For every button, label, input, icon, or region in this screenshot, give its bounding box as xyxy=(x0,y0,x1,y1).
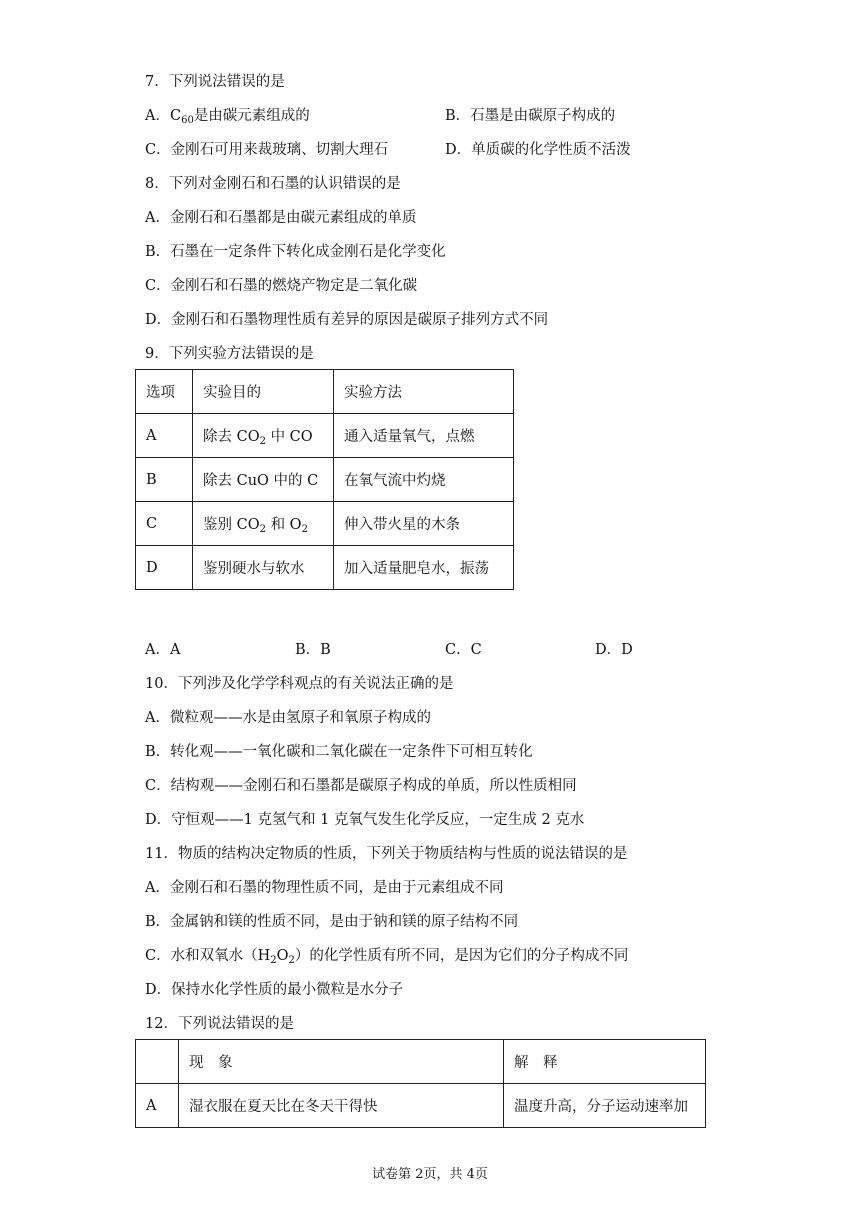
table-cell-method: 伸入带火星的木条 xyxy=(334,502,514,546)
q9-option-d: D．D xyxy=(595,642,633,658)
q11-option-a: A．金刚石和石墨的物理性质不同，是由于元素组成不同 xyxy=(145,880,504,896)
table-header-cell xyxy=(136,1040,179,1084)
q11-option-d: D．保持水化学性质的最小微粒是水分子 xyxy=(145,982,404,998)
q11-stem: 11．物质的结构决定物质的性质，下列关于物质结构与性质的说法错误的是 xyxy=(145,846,628,862)
table-row xyxy=(136,1084,706,1128)
table-cell-option: B xyxy=(136,458,193,502)
q9-option-b: B．B xyxy=(295,642,331,658)
q10-option-a: A．微粒观——水是由氢原子和氧原子构成的 xyxy=(145,710,431,726)
q9-option-a: A．A xyxy=(145,642,181,658)
q9-stem: 9．下列实验方法错误的是 xyxy=(145,346,314,362)
q9-table xyxy=(135,369,514,590)
q8-option-c: C．金刚石和石墨的燃烧产物定是二氧化碳 xyxy=(145,278,418,294)
table-cell-purpose: 鉴别 $CO_2$ 和 $O_2$ xyxy=(193,502,334,546)
page-footer: 试卷第 2页，共 4页 xyxy=(372,1167,488,1182)
q10-stem: 10．下列涉及化学学科观点的有关说法正确的是 xyxy=(145,676,454,692)
table-cell-purpose: 除去 CuO 中的 C xyxy=(193,458,334,502)
table-cell-option: A xyxy=(136,414,193,458)
q10-option-c: C．结构观——金刚石和石墨都是碳原子构成的单质，所以性质相同 xyxy=(145,778,577,794)
table-cell-option: C xyxy=(136,502,193,546)
table-cell-option: A xyxy=(136,1084,179,1128)
table-header-cell: 现 象 xyxy=(179,1040,504,1084)
q9-option-c: C．C xyxy=(445,642,482,658)
table-header-cell: 解 释 xyxy=(504,1040,706,1084)
q7-option-b: B．石墨是由碳原子构成的 xyxy=(445,108,616,124)
table-cell-purpose: 除去 $CO_2$ 中 CO xyxy=(193,414,334,458)
q8-option-d: D．金刚石和石墨物理性质有差异的原因是碳原子排列方式不同 xyxy=(145,312,549,328)
q10-option-b: B．转化观——一氧化碳和二氧化碳在一定条件下可相互转化 xyxy=(145,744,533,760)
q7-stem: 7．下列说法错误的是 xyxy=(145,74,285,90)
q8-option-b: B．石墨在一定条件下转化成金刚石是化学变化 xyxy=(145,244,446,260)
q11-option-b: B．金属钠和镁的性质不同，是由于钠和镁的原子结构不同 xyxy=(145,914,519,930)
table-cell-method: 在氧气流中灼烧 xyxy=(334,458,514,502)
table-header-cell: 实验方法 xyxy=(334,370,514,414)
q8-option-a: A．金刚石和石墨都是由碳元素组成的单质 xyxy=(145,210,417,226)
table-header-cell: 选项 xyxy=(136,370,193,414)
q10-option-d: D．守恒观——1 克氢气和 1 克氧气发生化学反应，一定生成 2 克水 xyxy=(145,812,585,828)
q7-option-d: D．单质碳的化学性质不活泼 xyxy=(445,142,631,158)
table-cell-purpose: 鉴别硬水与软水 xyxy=(193,546,334,590)
q7-option-c: C．金刚石可用来裁玻璃、切割大理石 xyxy=(145,142,389,158)
q11-option-c: C．水和双氧水$(H_2O_2)$的化学性质有所不同，是因为它们的分子构成不同 xyxy=(145,948,629,966)
table-row xyxy=(136,370,514,414)
table-cell-method: 加入适量肥皂水，振荡 xyxy=(334,546,514,590)
q7-option-a: A．$C_{60}$是由碳元素组成的 xyxy=(145,108,310,126)
q12-table xyxy=(135,1039,706,1128)
table-cell-phenomenon: 湿衣服在夏天比在冬天干得快 xyxy=(179,1084,504,1128)
table-row xyxy=(136,502,514,546)
table-row xyxy=(136,1040,706,1084)
table-cell-method: 通入适量氧气，点燃 xyxy=(334,414,514,458)
table-header-cell: 实验目的 xyxy=(193,370,334,414)
table-row xyxy=(136,414,514,458)
table-cell-explanation: 温度升高，分子运动速率加 xyxy=(504,1084,706,1128)
q12-stem: 12．下列说法错误的是 xyxy=(145,1016,294,1032)
table-row xyxy=(136,458,514,502)
table-row xyxy=(136,546,514,590)
q8-stem: 8．下列对金刚石和石墨的认识错误的是 xyxy=(145,176,401,192)
table-cell-option: D xyxy=(136,546,193,590)
